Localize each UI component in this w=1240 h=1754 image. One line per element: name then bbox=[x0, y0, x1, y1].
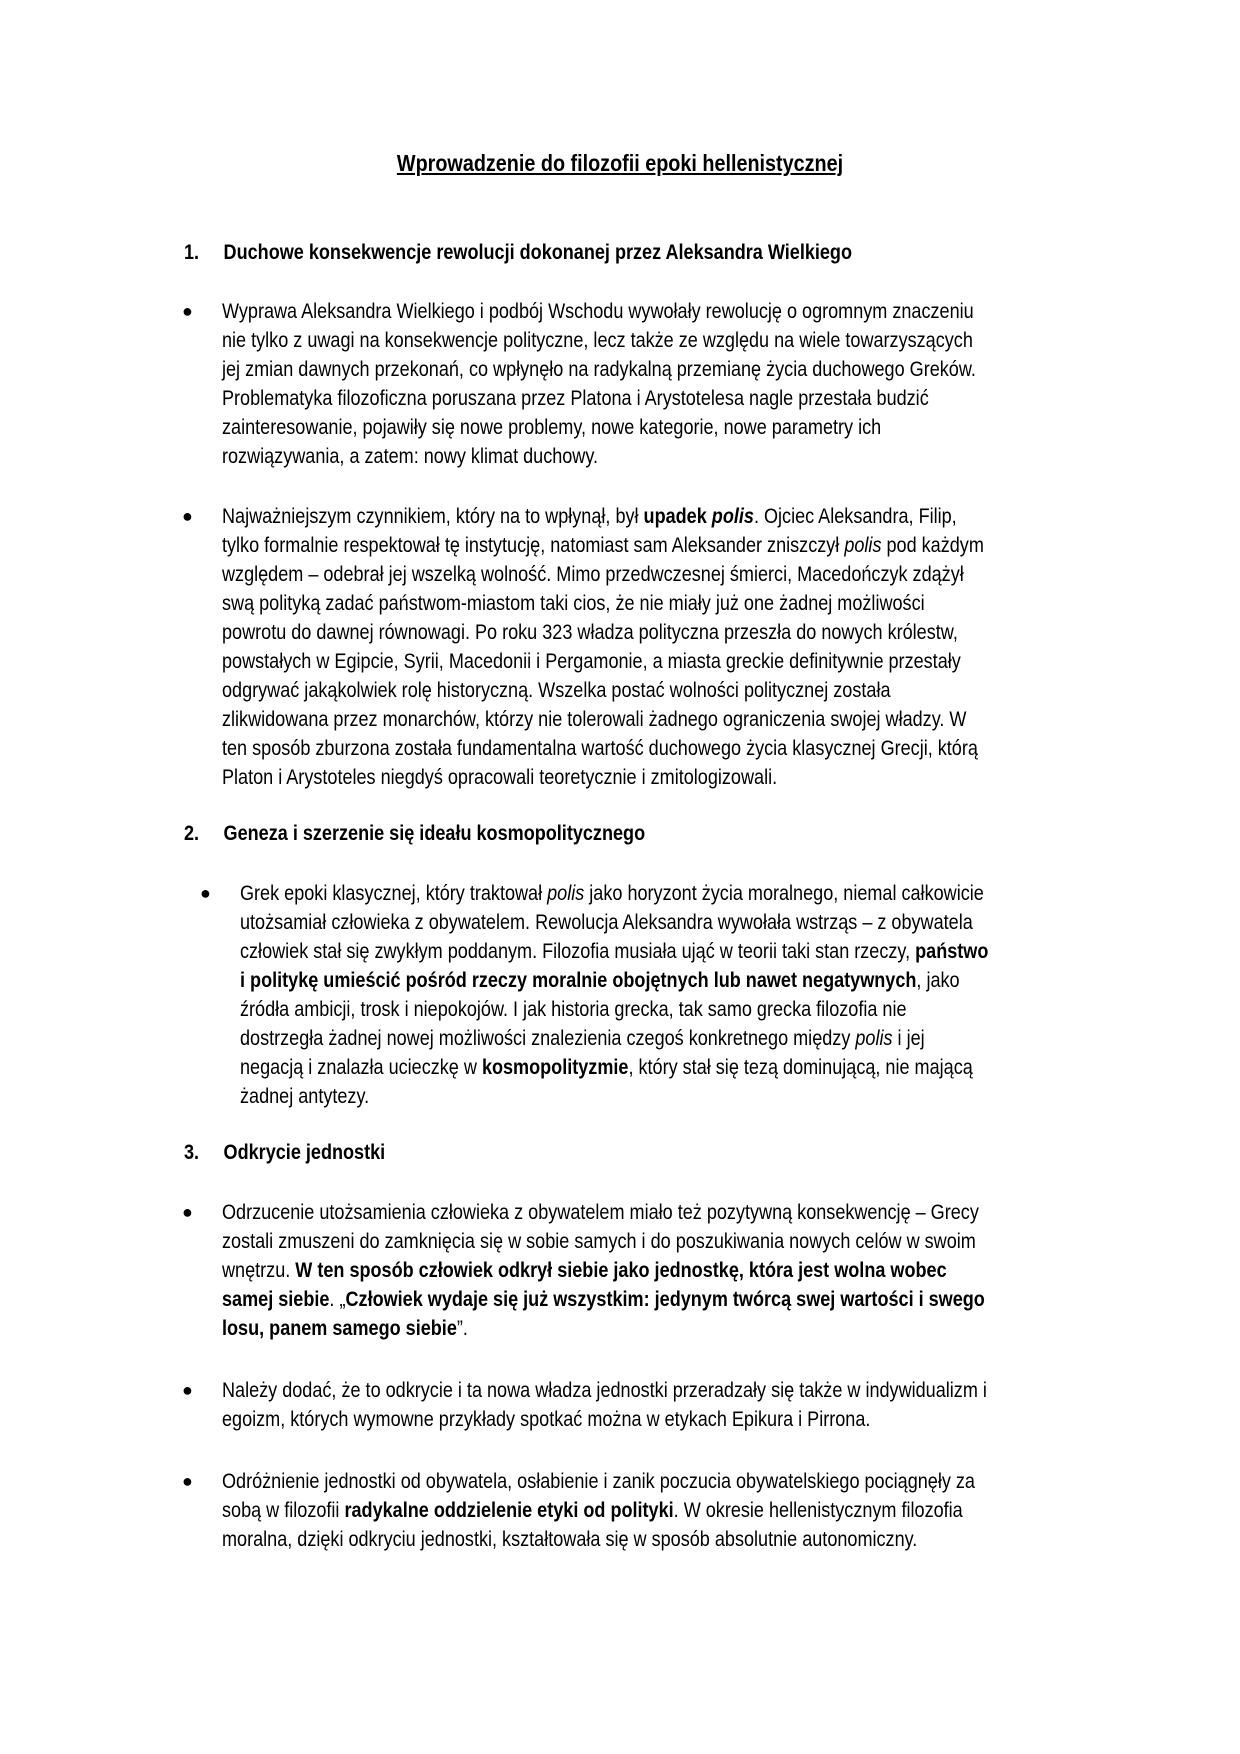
text-line: powrotu do dawnej równowagi. Po roku 323 władza polityczna przeszła do nowych królestw, bbox=[222, 621, 958, 644]
text-line: Najważniejszym czynnikiem, który na to wpłynął, był upadek polis. Ojciec Aleksandra, Filip, bbox=[222, 505, 957, 528]
text-line: jej zmian dawnych przekonań, co wpłynęło na radykalną przemianę życia duchowego Greków. bbox=[222, 358, 976, 381]
bullet-text bbox=[222, 1467, 1098, 1554]
text-line: człowiek stał się zwykłym poddanym. Filozofia musiała ująć w teorii taki stan rzeczy, państwo bbox=[240, 940, 989, 963]
section-heading-text: Geneza i szerzenie się ideału kosmopolitycznego bbox=[223, 822, 646, 845]
bullet-icon: ● bbox=[182, 506, 193, 526]
text-line: negacją i znalazła ucieczkę w kosmopolityzmie, który stał się tezą dominującą, nie mającą bbox=[240, 1056, 973, 1079]
bullet-icon: ● bbox=[182, 301, 193, 321]
bullet-text bbox=[222, 502, 1108, 792]
bullet-text bbox=[222, 1376, 1111, 1434]
section-heading-3 bbox=[184, 1138, 385, 1168]
document-title: Wprowadzenie do filozofii epoki hellenistycznej bbox=[396, 150, 844, 176]
bullet-icon: ● bbox=[182, 1380, 193, 1400]
bullet-item bbox=[182, 502, 1108, 792]
text-line: powstałych w Egipcie, Syrii, Macedonii i Pergamonie, a miasta greckie definitywnie przestały bbox=[222, 650, 961, 673]
text-line: Odróżnienie jednostki od obywatela, osłabienie i zanik poczucia obywatelskiego pociągnęły za bbox=[222, 1470, 975, 1493]
text-line: wnętrzu. W ten sposób człowiek odkrył siebie jako jednostkę, która jest wolna wobec bbox=[222, 1259, 947, 1282]
text-line: Grek epoki klasycznej, który traktował polis jako horyzont życia moralnego, niemal całkowicie bbox=[240, 882, 984, 905]
text-line: moralna, dzięki odkryciu jednostki, kształtowała się w sposób absolutnie autonomiczny. bbox=[222, 1528, 918, 1551]
section-heading-text: Odkrycie jednostki bbox=[223, 1141, 386, 1164]
text-line: względem – odebrał jej wszelką wolność. Mimo przedwczesnej śmierci, Macedończyk zdążył bbox=[222, 563, 964, 586]
text-line: nie tylko z uwagi na konsekwencje polityczne, lecz także ze względu na wiele towarzyszących bbox=[222, 329, 973, 352]
bullet-text bbox=[240, 879, 1110, 1111]
bullet-item bbox=[182, 1376, 1111, 1434]
text-line: rozwiązywania, a zatem: nowy klimat duchowy. bbox=[222, 445, 599, 468]
text-line: egoizm, których wymowne przykłady spotkać można w etykach Epikura i Pirrona. bbox=[222, 1408, 871, 1431]
text-line: Wyprawa Aleksandra Wielkiego i podbój Wschodu wywołały rewolucję o ogromnym znaczeniu bbox=[222, 300, 974, 323]
bullet-text bbox=[222, 297, 1099, 471]
text-line: i politykę umieścić pośród rzeczy moralnie obojętnych lub nawet negatywnych, jako bbox=[240, 969, 960, 992]
bullet-item bbox=[200, 879, 1110, 1111]
text-line: żadnej antytezy. bbox=[240, 1085, 370, 1108]
text-line: Odrzucenie utożsamienia człowieka z obywatelem miało też pozytywną konsekwencję – Grecy bbox=[222, 1201, 979, 1224]
bullet-icon: ● bbox=[182, 1202, 193, 1222]
bullet-icon: ● bbox=[200, 883, 211, 903]
text-line: zlikwidowana przez monarchów, którzy nie tolerowali żadnego ograniczenia swojej władzy. W bbox=[222, 708, 967, 731]
text-line: sobą w filozofii radykalne oddzielenie etyki od polityki. W okresie hellenistycznym filozofia bbox=[222, 1499, 963, 1522]
text-line: losu, panem samego siebie”. bbox=[222, 1317, 468, 1340]
text-line: tylko formalnie respektował tę instytucję, natomiast sam Aleksander zniszczył polis pod każdym bbox=[222, 534, 984, 557]
text-line: dostrzegła żadnej nowej możliwości znalezienia czegoś konkretnego między polis i jej bbox=[240, 1027, 925, 1050]
text-line: zainteresowanie, pojawiły się nowe problemy, nowe kategorie, nowe parametry ich bbox=[222, 416, 882, 439]
section-number: 2. bbox=[184, 822, 200, 845]
text-line: samej siebie. „Człowiek wydaje się już wszystkim: jedynym twórcą swej wartości i swego bbox=[222, 1288, 985, 1311]
bullet-item bbox=[182, 297, 1099, 471]
bullet-text bbox=[222, 1198, 1109, 1343]
text-line: Problematyka filozoficzna poruszana przez Platona i Arystotelesa nagle przestała budzić bbox=[222, 387, 929, 410]
text-line: swą polityką zadać państwom-miastom taki cios, że nie miały już one żadnej możliwości bbox=[222, 592, 925, 615]
bullet-icon: ● bbox=[182, 1471, 193, 1491]
text-line: Platon i Arystoteles niegdyś opracowali teoretycznie i zmitologizowali. bbox=[222, 766, 778, 789]
bullet-item bbox=[182, 1467, 1098, 1554]
text-line: Należy dodać, że to odkrycie i ta nowa władza jednostki przeradzały się także w indywidualizm i bbox=[222, 1379, 987, 1402]
section-heading-2 bbox=[184, 819, 645, 849]
section-number: 3. bbox=[184, 1141, 200, 1164]
text-line: odgrywać jakąkolwiek rolę historyczną. Wszelka postać wolności politycznej została bbox=[222, 679, 891, 702]
text-line: ten sposób zburzona została fundamentalna wartość duchowego życia klasycznej Grecji, którą bbox=[222, 737, 978, 760]
section-heading-1 bbox=[184, 238, 852, 268]
text-line: źródła ambicji, trosk i niepokojów. I jak historia grecka, tak samo grecka filozofia nie bbox=[240, 998, 907, 1021]
text-line: utożsamiał człowieka z obywatelem. Rewolucja Aleksandra wywołała wstrząs – z obywatela bbox=[240, 911, 973, 934]
bullet-item bbox=[182, 1198, 1109, 1343]
section-heading-text: Duchowe konsekwencje rewolucji dokonanej przez Aleksandra Wielkiego bbox=[223, 241, 853, 264]
text-line: zostali zmuszeni do zamknięcia się w sobie samych i do poszukiwania nowych celów w swoim bbox=[222, 1230, 976, 1253]
section-number: 1. bbox=[184, 241, 200, 264]
